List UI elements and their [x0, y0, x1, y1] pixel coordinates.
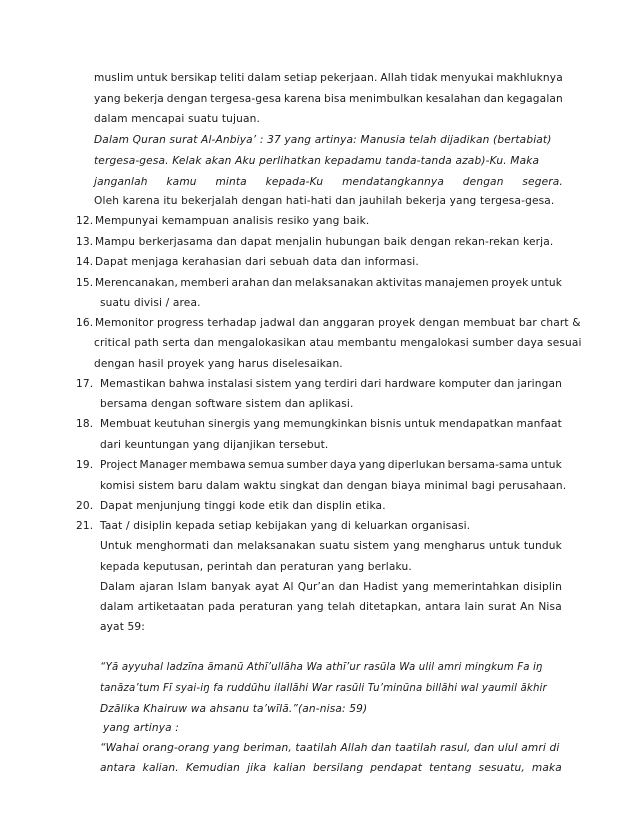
word: yang — [296, 601, 324, 613]
word: sinergis — [208, 418, 251, 430]
list-number: 16. — [76, 317, 94, 329]
sub-para-2-line-1 — [100, 580, 562, 594]
word: memungkinkan — [283, 418, 368, 430]
word: Untuk — [100, 540, 133, 552]
word: menghormati — [135, 540, 210, 552]
word: makhluknya — [496, 72, 563, 84]
list-number: 18. — [76, 418, 94, 430]
word: ajaran — [139, 581, 174, 593]
word: Nisa — [538, 601, 562, 613]
list-item-19-line-2: komisi sistem baru dalam waktu singkat dan dengan biaya minimal bagi perusahaan. — [100, 480, 567, 492]
word: tunduk — [523, 540, 562, 552]
list-item-19-line-1 — [100, 458, 562, 472]
quote-word: kamu — [166, 176, 197, 188]
word: hardware — [384, 378, 436, 390]
word: muslim — [94, 72, 134, 84]
intro-line-4: Oleh karena itu bekerjalah dengan hati-hati dan jauhilah bekerja yang tergesa-gesa. — [94, 195, 555, 207]
quote-word: dengan — [462, 176, 504, 188]
word: diperlukan — [387, 459, 446, 471]
word: Project — [100, 459, 138, 471]
word: dari — [360, 378, 382, 390]
word: yang — [94, 93, 121, 105]
word: pekerjaan. — [320, 72, 378, 84]
word: melaksanakan — [294, 277, 374, 289]
list-number: 12. — [76, 215, 94, 227]
translation-word: tentang — [429, 762, 472, 774]
list-item-13: Mampu berkerjasama dan dapat menjalin hubungan baik dengan rekan-rekan kerja. — [95, 236, 554, 248]
word: setiap — [283, 72, 318, 84]
word: arahan — [231, 277, 270, 289]
word: Islam — [177, 581, 207, 593]
word: sumber — [286, 459, 328, 471]
translation-word: maka — [531, 762, 562, 774]
word: untuk — [136, 72, 168, 84]
word: bahwa — [168, 378, 205, 390]
word: melaksanakan — [237, 540, 316, 552]
quran-quote-line-2: tergesa-gesa. Kelak akan Aku perlihatkan kepadamu tanda-tanda azab)-Ku. Maka — [94, 155, 540, 167]
word: bersama-sama — [447, 459, 529, 471]
list-number: 15. — [76, 277, 94, 289]
word: manfaat — [516, 418, 562, 430]
word: dan — [212, 540, 234, 552]
word: untuk — [530, 459, 562, 471]
word: banyak — [211, 581, 251, 593]
word: kegagalan — [506, 93, 563, 105]
intro-line-1 — [94, 71, 563, 85]
word: dengan — [166, 93, 208, 105]
word: komputer — [438, 378, 491, 390]
word: manajemen — [424, 277, 489, 289]
word: yang — [358, 459, 386, 471]
word: semua — [248, 459, 285, 471]
word: proyek — [491, 277, 529, 289]
word: bekerja — [123, 93, 164, 105]
word: suatu — [319, 540, 350, 552]
word: Al — [283, 581, 294, 593]
list-item-16-line-1: Memonitor progress terhadap jadwal dan anggaran proyek dengan membuat bar chart & — [95, 317, 581, 329]
word: ditetapkan, — [359, 601, 422, 613]
word: disiplin — [523, 581, 562, 593]
word: tidak — [410, 72, 438, 84]
list-number: 17. — [76, 378, 94, 390]
translation-word: jika — [247, 762, 267, 774]
transliteration-line-2: tanāza’tum Fī syai-iŋ fa ruddūhu ilallāhi War rasūli Tu’minūna billāhi wal yaumil ākhir — [100, 683, 547, 694]
translation-label: yang artinya : — [103, 722, 180, 734]
word: mengharus — [423, 540, 486, 552]
list-item-17-line-1 — [100, 377, 562, 391]
list-number: 13. — [76, 236, 94, 248]
word: bersikap — [170, 72, 218, 84]
list-item-15-line-2: suatu divisi / area. — [100, 297, 201, 309]
list-item-16-line-2: critical path serta dan mengalokasikan atau membantu mengalokasi sumber daya sesuai — [94, 337, 582, 349]
word: menimbulkan — [349, 93, 424, 105]
list-number: 14. — [76, 256, 94, 268]
word: memberi — [180, 277, 230, 289]
word: artiketaatan — [137, 601, 205, 613]
translation-word: bersilang — [312, 762, 364, 774]
word: terdiri — [324, 378, 358, 390]
word: dalam — [100, 601, 134, 613]
word: daya — [329, 459, 357, 471]
list-number: 19. — [76, 459, 94, 471]
quote-word: segera. — [522, 176, 563, 188]
sub-para-1-line-2: kepada keputusan, perintah dan peraturan yang berlaku. — [100, 561, 412, 573]
word: antara — [425, 601, 461, 613]
list-number: 21. — [76, 520, 94, 532]
quran-quote-line-1: Dalam Quran surat Al-Anbiya’ : 37 yang artinya: Manusia telah dijadikan (bertabiat) — [94, 134, 552, 146]
translation-word: kalian. — [142, 762, 179, 774]
word: sistem — [353, 540, 390, 552]
transliteration-line-1: “Yā ayyuhal ladzīna āmanū Athī’ullāha Wa athī’ur rasūla Wa ulil amri mingkum Fa iŋ — [100, 662, 543, 673]
word: keutuhan — [154, 418, 206, 430]
list-item-18-line-2: dari keuntungan yang dijanjikan tersebut. — [100, 439, 329, 451]
word: Membuat — [100, 418, 152, 430]
quran-quote-line-3 — [94, 175, 563, 189]
word: untuk — [404, 418, 436, 430]
word: untuk — [488, 540, 521, 552]
word: Dalam — [100, 581, 136, 593]
word: telah — [327, 601, 356, 613]
word: untuk — [530, 277, 562, 289]
quote-word: minta — [215, 176, 247, 188]
word: bisnis — [370, 418, 402, 430]
quote-word: mendatangkannya — [342, 176, 444, 188]
quote-word: kepada-Ku — [265, 176, 324, 188]
sub-para-1-line-1 — [100, 539, 562, 553]
word: dan — [483, 93, 504, 105]
translation-line-1: “Wahai orang-orang yang beriman, taatilah Allah dan taatilah rasul, dan ulul amri di — [100, 742, 560, 754]
translation-word: sesuatu, — [478, 762, 525, 774]
quote-word: janganlah — [94, 176, 148, 188]
word: kesalahan — [425, 93, 481, 105]
word: membawa — [189, 459, 246, 471]
word: lain — [464, 601, 485, 613]
word: tergesa-gesa — [210, 93, 282, 105]
word: bisa — [323, 93, 347, 105]
word: jaringan — [517, 378, 562, 390]
word: teliti — [219, 72, 245, 84]
word: instalasi — [207, 378, 253, 390]
word: surat — [488, 601, 517, 613]
word: dan — [338, 581, 360, 593]
list-number: 20. — [76, 500, 94, 512]
word: An — [520, 601, 535, 613]
list-item-21: Taat / disiplin kepada setiap kebijakan yang di keluarkan organisasi. — [100, 520, 471, 532]
word: Allah — [380, 72, 408, 84]
word: memerintahkan — [433, 581, 520, 593]
list-item-14: Dapat menjaga kerahasian dari sebuah data dan informasi. — [95, 256, 419, 268]
translation-line-2 — [100, 761, 562, 775]
word: yang — [253, 418, 281, 430]
word: dan — [272, 277, 293, 289]
sub-para-2-line-2 — [100, 600, 562, 614]
word: ayat — [254, 581, 279, 593]
translation-word: Kemudian — [185, 762, 241, 774]
sub-para-2-line-3: ayat 59: — [100, 621, 146, 633]
list-item-12: Mempunyai kemampuan analisis resiko yang baik. — [95, 215, 370, 227]
word: menyukai — [440, 72, 494, 84]
word: Manager — [139, 459, 188, 471]
intro-line-3: dalam mencapai suatu tujuan. — [94, 113, 260, 125]
word: dalam — [247, 72, 282, 84]
word: dan — [493, 378, 515, 390]
list-item-20: Dapat menjunjung tinggi kode etik dan displin etika. — [100, 500, 386, 512]
word: yang — [294, 378, 322, 390]
word: Hadist — [363, 581, 398, 593]
word: Memastikan — [100, 378, 166, 390]
translation-word: pendapat — [370, 762, 423, 774]
list-item-16-line-3: dengan hasil proyek yang harus diselesaikan. — [94, 358, 343, 370]
word: sistem — [255, 378, 292, 390]
word: mendapatkan — [438, 418, 514, 430]
translation-word: antara — [100, 762, 136, 774]
word: Qur’an — [297, 581, 335, 593]
word: aktivitas — [375, 277, 423, 289]
word: yang — [402, 581, 429, 593]
intro-line-2 — [94, 92, 563, 106]
word: pada — [208, 601, 236, 613]
list-item-17-line-2: bersama dengan software sistem dan aplikasi. — [100, 398, 354, 410]
word: yang — [393, 540, 420, 552]
word: karena — [284, 93, 322, 105]
word: peraturan — [239, 601, 293, 613]
word: Merencanakan, — [95, 277, 179, 289]
transliteration-line-3: Dzālika Khairuw wa ahsanu ta’wīlā.”(an-nisa: 59) — [100, 703, 368, 715]
translation-word: kalian — [273, 762, 306, 774]
list-item-18-line-1 — [100, 417, 562, 431]
list-item-15-line-1 — [95, 276, 562, 290]
